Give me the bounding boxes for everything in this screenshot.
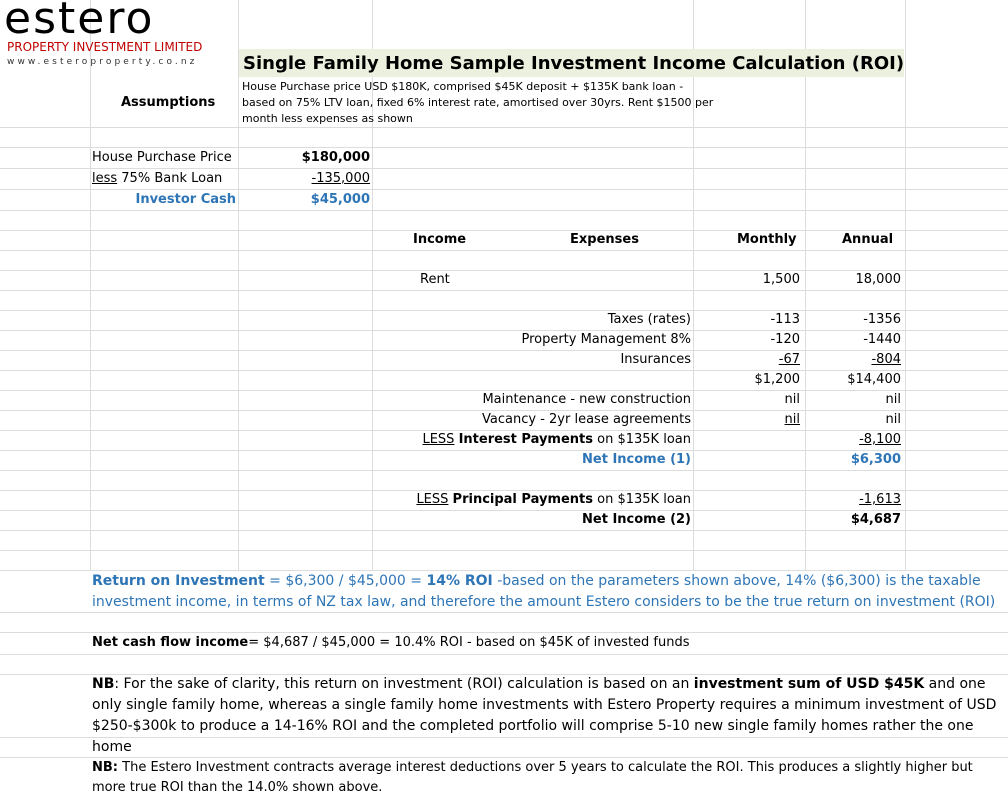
roi-note-bold-2: 14% ROI — [426, 573, 493, 589]
interest-payments-annual: -8,100 — [859, 432, 901, 447]
net-income-1-label: Net Income (1) — [582, 452, 691, 467]
interest-less: LESS — [422, 432, 455, 447]
bank-loan-text: 75% Bank Loan — [117, 171, 223, 186]
management-monthly: -120 — [770, 332, 800, 347]
logo-website: www.esteroproperty.co.nz — [7, 57, 198, 67]
nb1-text-1: : For the sake of clarity, this return on investment (ROI) calculation is based on an — [114, 676, 694, 692]
maintenance-annual: nil — [885, 392, 901, 407]
nb1-bold-2: investment sum of USD $45K — [693, 676, 925, 692]
header-monthly: Monthly — [737, 232, 797, 247]
cash-flow-text: = $4,687 / $45,000 = 10.4% ROI - based on $45K of invested funds — [248, 635, 690, 650]
investor-cash-label: Investor Cash — [135, 192, 236, 207]
rent-label: Rent — [420, 272, 450, 287]
interest-rest: on $135K loan — [593, 432, 691, 447]
page-title: Single Family Home Sample Investment Income Calculation (ROI) — [243, 53, 905, 74]
assumptions-description-2: based on 75% LTV loan, fixed 6% interest rate, amortised over 30yrs. Rent $1500 per — [242, 96, 714, 109]
insurances-label: Insurances — [620, 352, 691, 367]
rent-annual: 18,000 — [855, 272, 901, 287]
principal-less: LESS — [416, 492, 449, 507]
subtotal-monthly: $1,200 — [754, 372, 800, 387]
taxes-label: Taxes (rates) — [607, 312, 691, 327]
vacancy-annual: nil — [885, 412, 901, 427]
management-annual: -1440 — [863, 332, 901, 347]
cash-flow-note — [92, 634, 690, 652]
principal-rest: on $135K loan — [593, 492, 691, 507]
maintenance-label: Maintenance - new construction — [482, 392, 691, 407]
header-expenses: Expenses — [570, 232, 639, 247]
management-label: Property Management 8% — [521, 332, 691, 347]
purchase-price-value: $180,000 — [301, 150, 370, 165]
interest-bold: Interest Payments — [458, 432, 594, 447]
bank-loan-value: -135,000 — [311, 171, 370, 186]
roi-note-bold-1: Return on Investment — [92, 573, 265, 589]
taxes-monthly: -113 — [770, 312, 800, 327]
roi-note — [92, 571, 997, 613]
principal-bold: Principal Payments — [452, 492, 594, 507]
investor-cash-value: $45,000 — [310, 192, 370, 207]
maintenance-monthly: nil — [784, 392, 800, 407]
nb-note-2 — [92, 758, 1006, 798]
nb2-bold: NB: — [92, 760, 118, 775]
net-income-1-annual: $6,300 — [850, 452, 901, 467]
bank-loan-label — [92, 170, 222, 188]
header-income: Income — [413, 232, 467, 247]
nb-note-1 — [92, 674, 1006, 758]
nb2-text: The Estero Investment contracts average interest deductions over 5 years to calculate the ROI. This produces a slightly higher but more true ROI than the 14.0% shown above. — [92, 760, 973, 795]
interest-payments-label — [380, 431, 691, 449]
insurances-monthly: -67 — [778, 352, 800, 367]
logo-tagline: PROPERTY INVESTMENT LIMITED — [7, 40, 203, 54]
net-income-2-label: Net Income (2) — [582, 512, 691, 527]
principal-payments-annual: -1,613 — [859, 492, 901, 507]
net-income-2-annual: $4,687 — [850, 512, 901, 527]
taxes-annual: -1356 — [863, 312, 901, 327]
roi-note-text-1: = $6,300 / $45,000 = — [264, 573, 427, 589]
principal-payments-label — [380, 491, 691, 509]
logo-wordmark: estero — [4, 0, 155, 44]
cash-flow-bold: Net cash flow income — [92, 635, 249, 650]
header-annual: Annual — [842, 232, 894, 247]
assumptions-label: Assumptions — [121, 95, 216, 110]
insurances-annual: -804 — [871, 352, 901, 367]
vacancy-label: Vacancy - 2yr lease agreements — [482, 412, 691, 427]
bank-loan-less: less — [92, 171, 118, 186]
roi-note-text-2: -based on the parameters shown above, 14% ($6,300) is the taxable investment income, in terms of NZ tax law, and therefore the amount Estero considers to be the true return on investment (ROI) — [92, 573, 996, 610]
purchase-price-label: House Purchase Price — [92, 150, 232, 165]
rent-monthly: 1,500 — [762, 272, 800, 287]
nb1-bold: NB — [92, 676, 115, 692]
vacancy-monthly: nil — [784, 412, 800, 427]
nb1-text-2: and one only single family home, whereas a single family home investments with Estero Property requires a minimum investment of USD $250-$300k to produce a 14-16% ROI and the completed portfolio will comprise 5-10 new single family homes rather the one home — [92, 676, 997, 755]
subtotal-annual: $14,400 — [847, 372, 901, 387]
assumptions-description-3: month less expenses as shown — [242, 112, 413, 125]
assumptions-description-1: House Purchase price USD $180K, comprised $45K deposit + $135K bank loan - — [242, 80, 684, 93]
